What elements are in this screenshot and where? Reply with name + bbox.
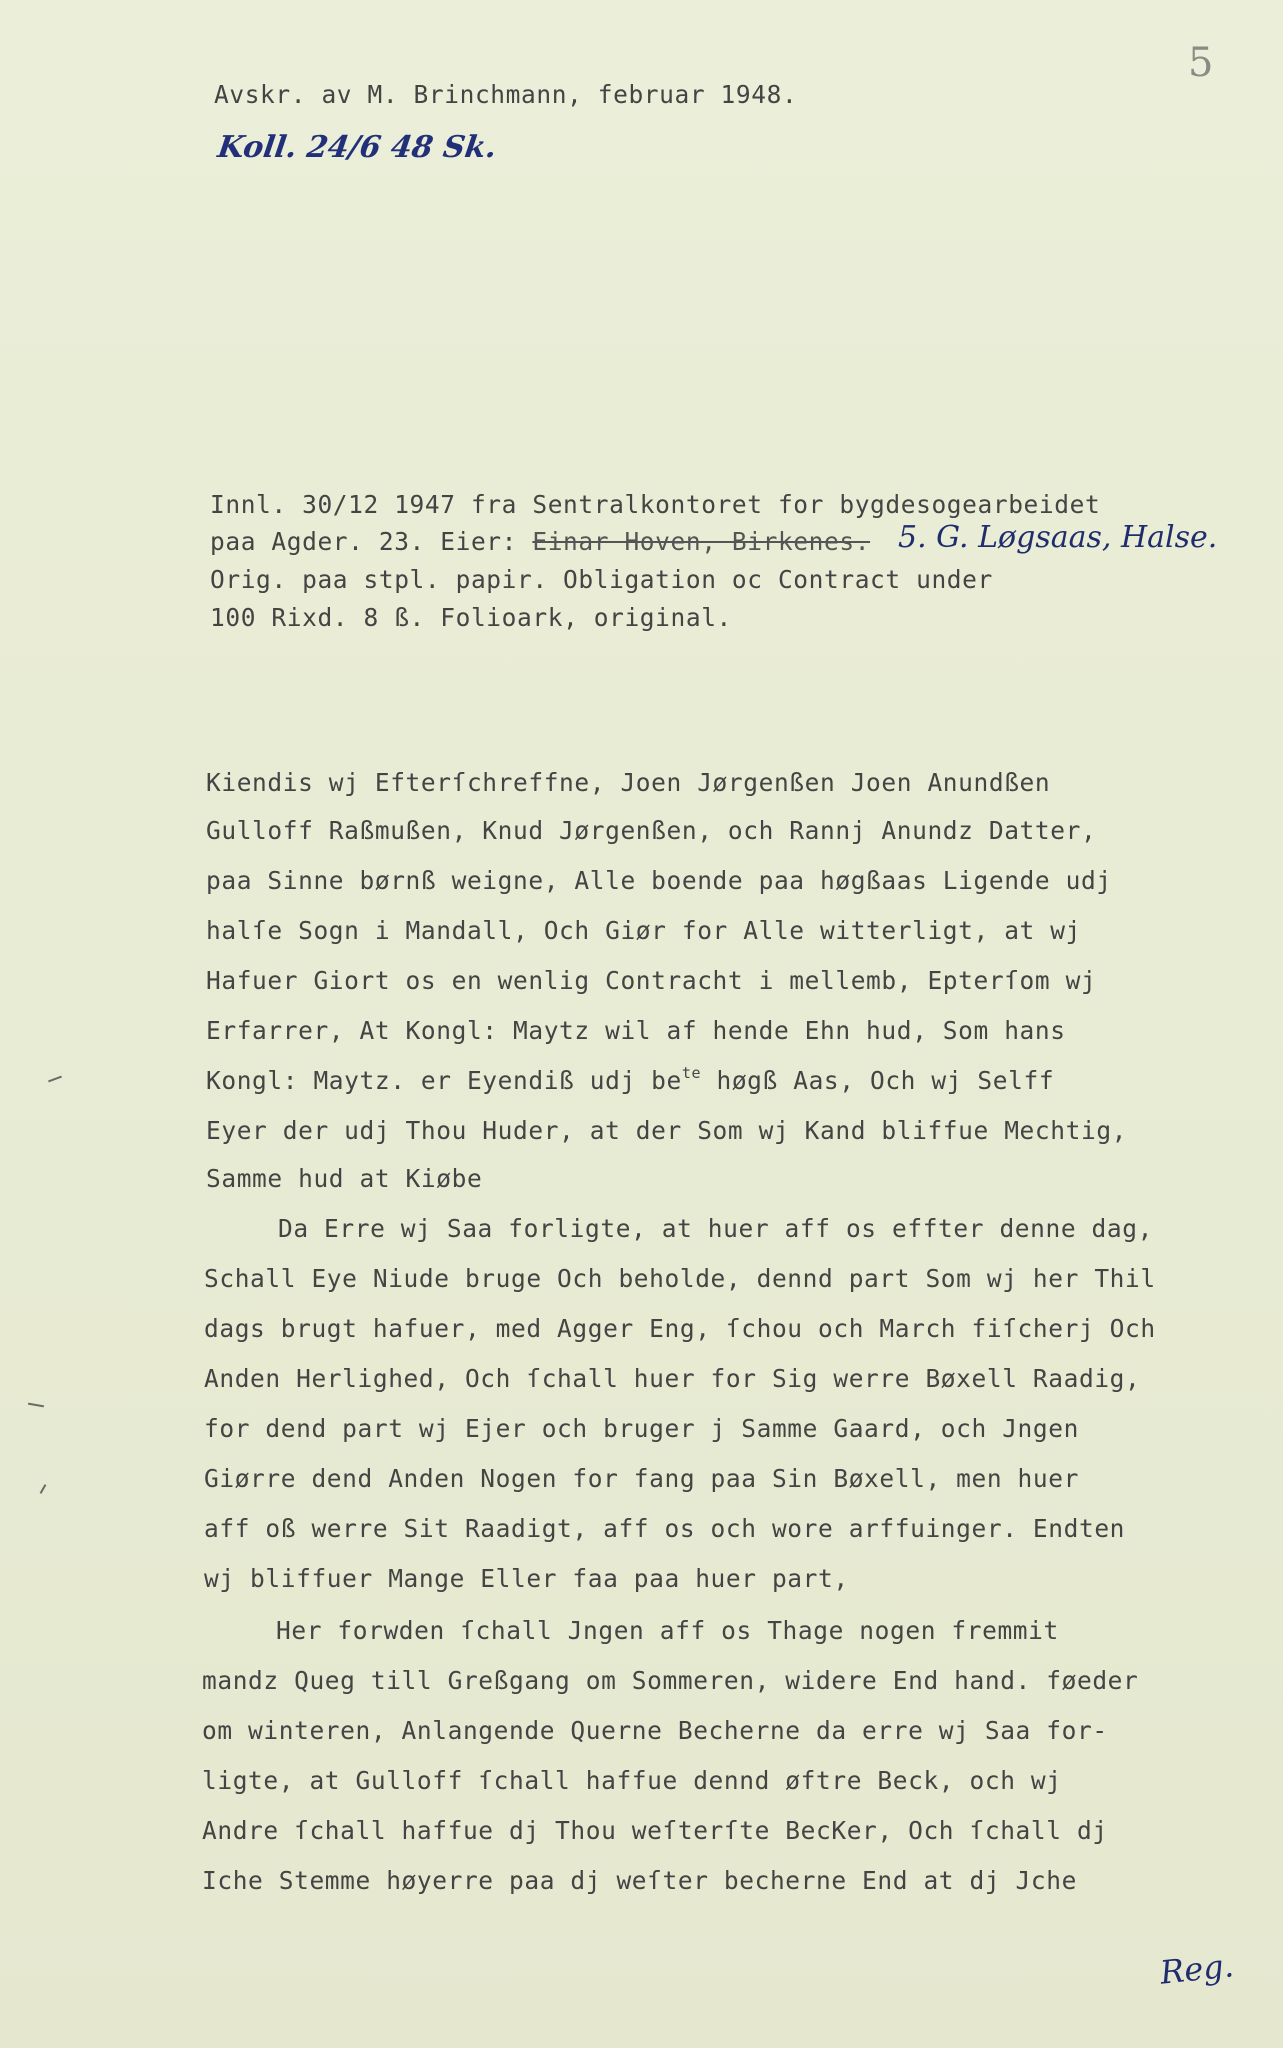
body-line: Schall Eye Niude bruge Och beholde, dennd part Som wj her Thil: [204, 1264, 1156, 1293]
body-line: [206, 1066, 1054, 1095]
metadata-line-2: [210, 527, 870, 556]
transcription-note: Avskr. av M. Brinchmann, februar 1948.: [214, 80, 798, 109]
body-line: Hafuer Giort os en wenlig Contracht i mellemb, Epterſom wj: [206, 966, 1097, 995]
body-line: Eyer der udj Thou Huder, at der Som wj Kand bliffue Mechtig,: [206, 1116, 1128, 1145]
collation-note: Koll. 24/6 48 Sk.: [215, 130, 499, 165]
margin-mark: [48, 1076, 62, 1083]
superscript-te: te: [681, 1064, 702, 1082]
body-line: Kiendis wj Efterſchreffne, Joen Jørgenßen Joen Anundßen: [206, 768, 1051, 797]
metadata-line-3: Orig. paa stpl. papir. Obligation oc Contract under: [210, 565, 993, 594]
body-line: wj bliffuer Mange Eller faa paa huer part,: [204, 1564, 849, 1593]
body-line: Giørre dend Anden Nogen for fang paa Sin Bøxell, men huer: [204, 1464, 1079, 1493]
margin-mark: [28, 1403, 44, 1408]
struck-owner: Einar Hoven, Birkenes.: [532, 527, 871, 556]
page-number: 5: [1188, 40, 1214, 86]
body-line: mandz Queg till Greßgang om Sommeren, widere End hand. føeder: [202, 1666, 1139, 1695]
body-line: for dend part wj Ejer och bruger j Samme Gaard, och Jngen: [204, 1414, 1079, 1443]
body-line: dags brugt hafuer, med Agger Eng, ſchou och March fiſcherj Och: [204, 1314, 1156, 1343]
body-line: halſe Sogn i Mandall, Och Giør for Alle witterligt, at wj: [206, 916, 1081, 945]
body-line: ligte, at Gulloff ſchall haffue dennd øftre Beck, och wj: [202, 1766, 1062, 1795]
margin-mark: [40, 1484, 47, 1494]
body-line: paa Sinne børnß weigne, Alle boende paa høgßaas Ligende udj: [206, 866, 1112, 895]
body-line-part: høgß Aas, Och wj Selff: [701, 1066, 1055, 1096]
body-line: Andre ſchall haffue dj Thou weſterſte BecKer, Och ſchall dj: [202, 1816, 1108, 1845]
body-line: Samme hud at Kiøbe: [206, 1164, 483, 1193]
body-line: om winteren, Anlangende Querne Becherne da erre wj Saa for-: [202, 1716, 1108, 1745]
body-line-part: Kongl: Maytz. er Eyendiß udj be: [206, 1066, 682, 1096]
body-line: Her forwden ſchall Jngen aff os Thage nogen fremmit: [276, 1616, 1059, 1645]
body-line: Erfarrer, At Kongl: Maytz wil af hende Ehn hud, Som hans: [206, 1016, 1066, 1045]
body-line: Gulloff Raßmußen, Knud Jørgenßen, och Rannj Anundz Datter,: [206, 816, 1097, 845]
body-line: Anden Herlighed, Och ſchall huer for Sig werre Bøxell Raadig,: [204, 1364, 1141, 1393]
metadata-line-1: Innl. 30/12 1947 fra Sentralkontoret for bygdesogearbeidet: [210, 490, 1101, 519]
body-line: Iche Stemme høyerre paa dj weſter becherne End at dj Jche: [202, 1866, 1077, 1895]
handwritten-owner: 5. G. Løgsaas, Halse.: [898, 520, 1218, 555]
body-line: Da Erre wj Saa forligte, at huer aff os effter denne dag,: [278, 1214, 1153, 1243]
corner-note: Reg.: [1158, 1946, 1236, 1992]
body-line: aff oß werre Sit Raadigt, aff os och wore arffuinger. Endten: [204, 1514, 1126, 1543]
metadata-line-4: 100 Rixd. 8 ß. Folioark, original.: [210, 603, 732, 632]
metadata-line-2-prefix: paa Agder. 23. Eier:: [210, 527, 533, 556]
